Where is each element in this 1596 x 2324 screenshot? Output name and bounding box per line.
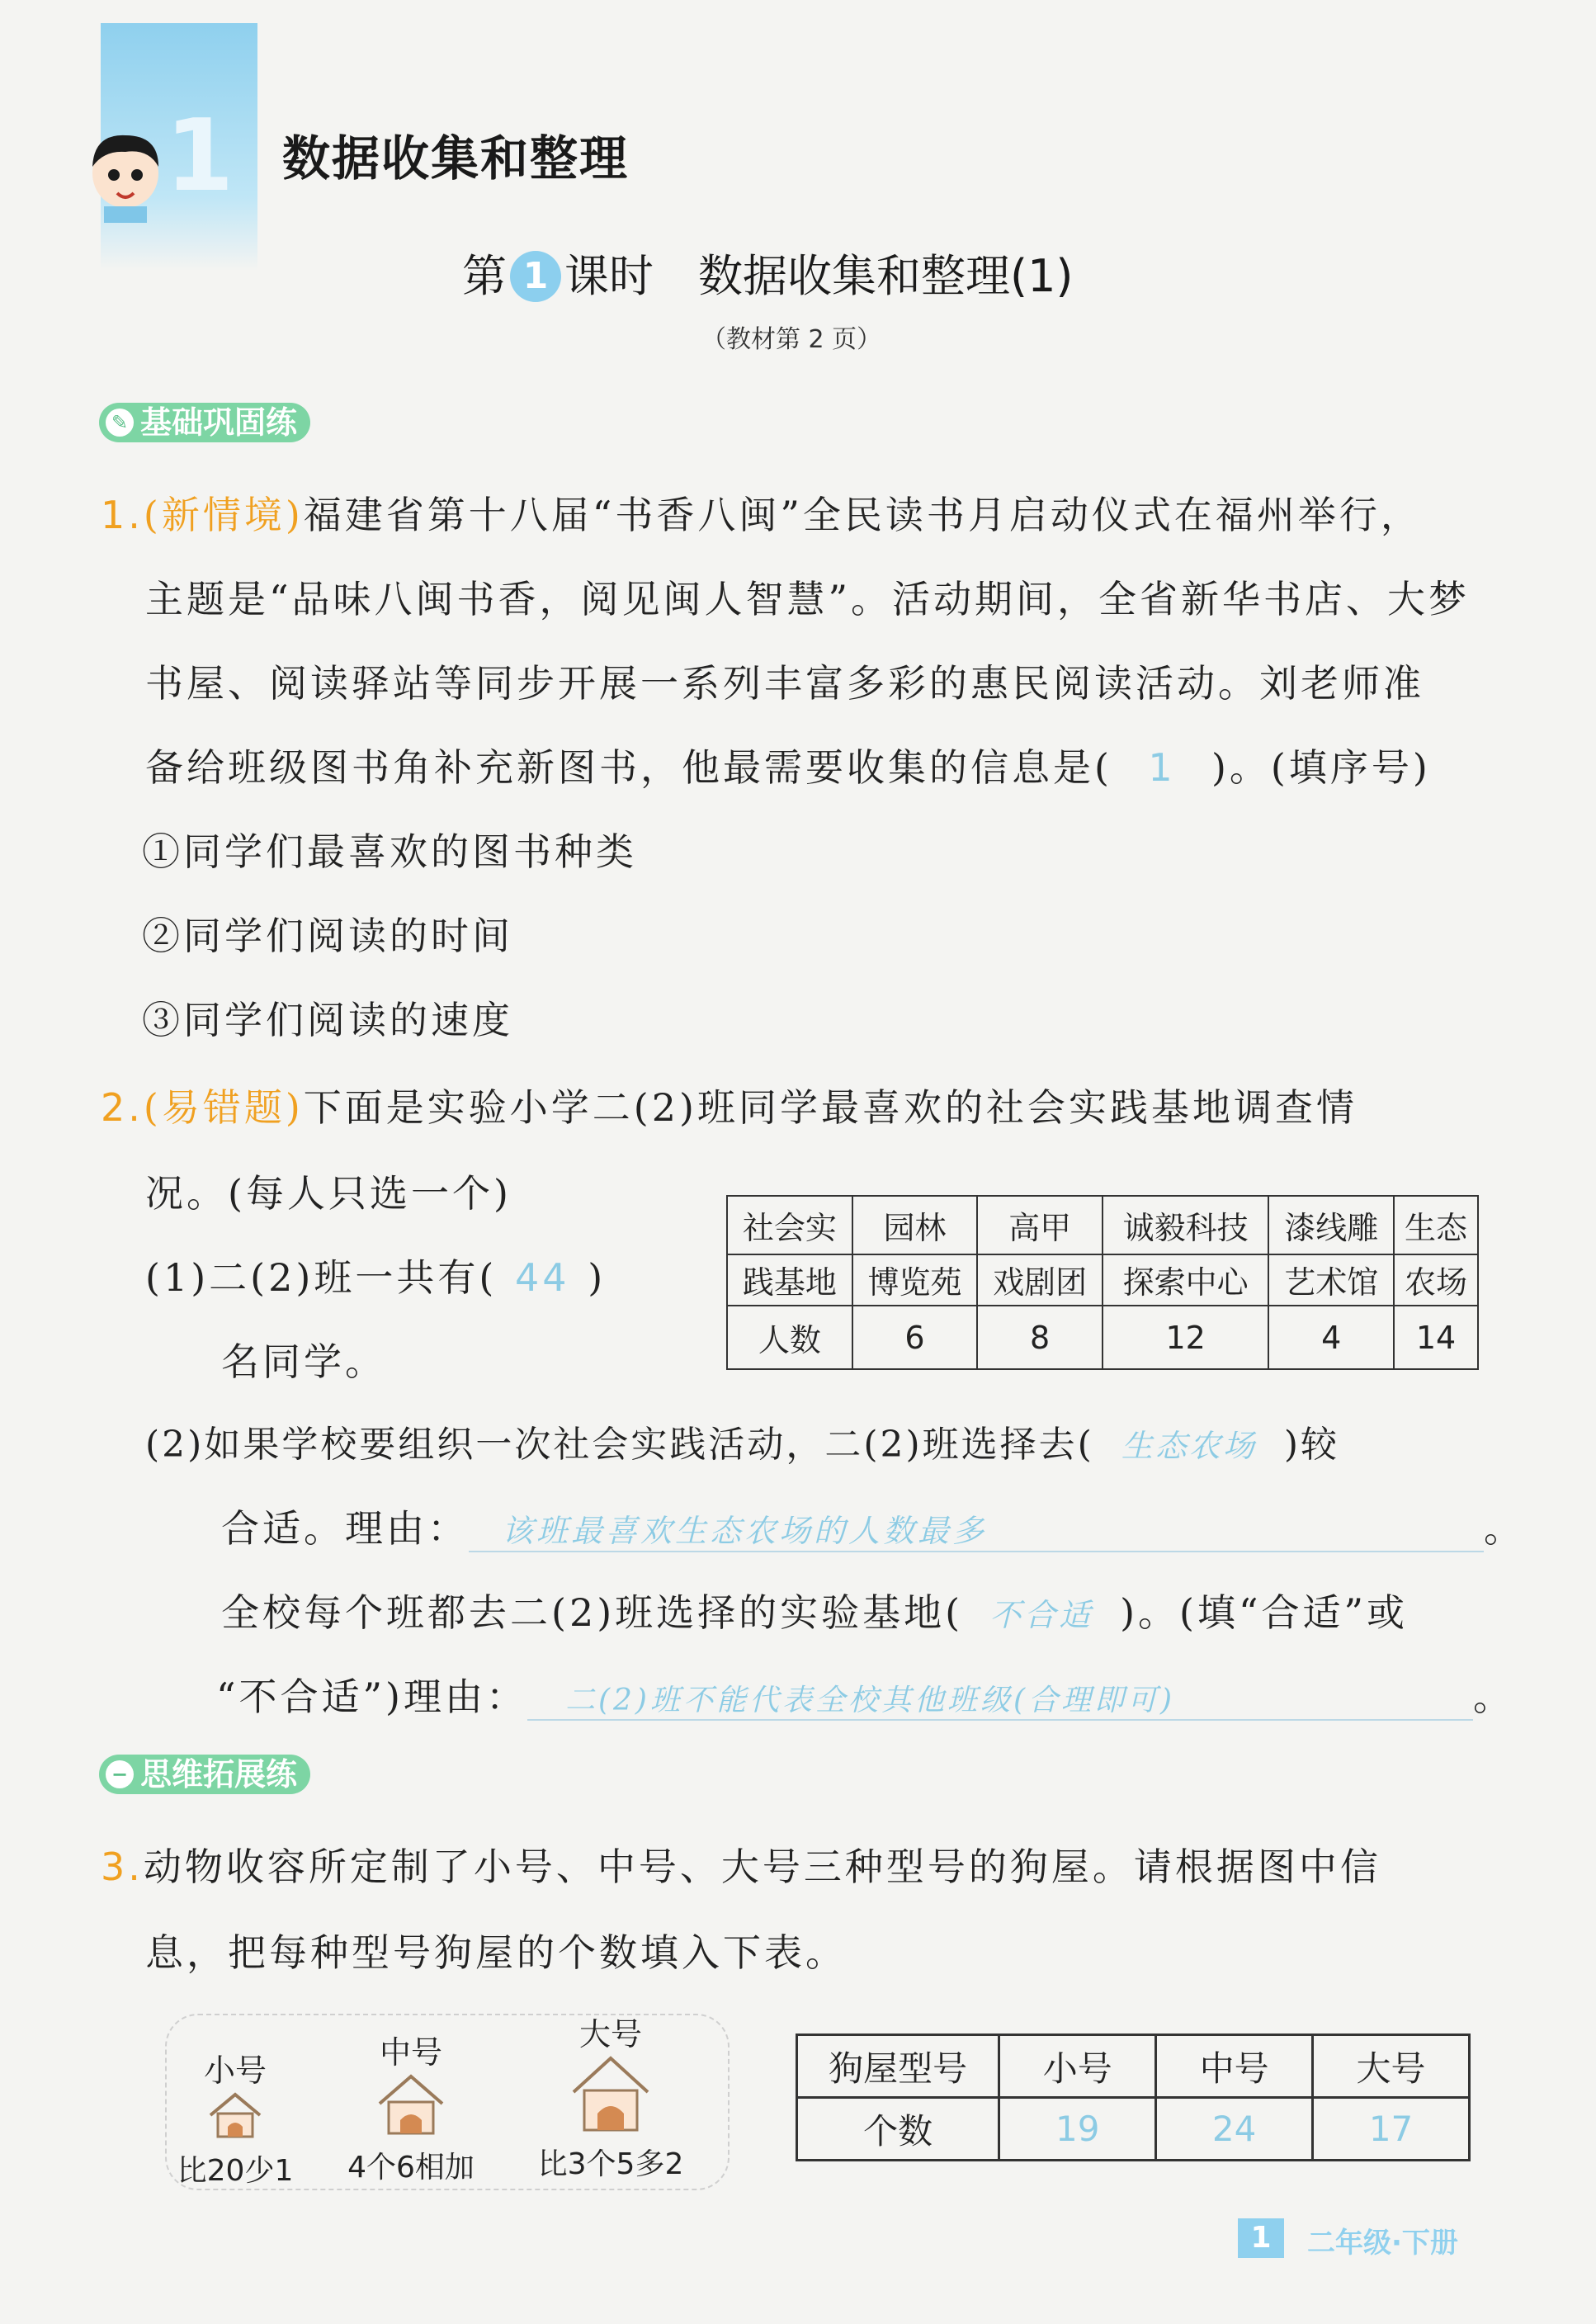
doghouse-small-icon (206, 2090, 264, 2140)
q3-answer-medium[interactable]: 24 (1156, 2098, 1313, 2161)
q1-text-4a: 备给班级图书角补充新图书，他最需要收集的信息是( (145, 745, 1112, 790)
doghouse-medium (328, 2027, 493, 2186)
q2-table-value-5: 14 (1394, 1306, 1478, 1369)
section-badge-basic (99, 403, 310, 442)
q3-table-header-type: 狗屋型号 (797, 2035, 999, 2098)
q2-table-value-4: 4 (1268, 1306, 1394, 1369)
lesson-prefix: 第 (462, 250, 507, 302)
q2-sub3-reason-answer[interactable]: 二(2)班不能代表全校其他班级(合理即可) (527, 1677, 1473, 1721)
minus-icon: − (106, 1760, 134, 1788)
q3-line2: 息，把每种型号狗屋的个数填入下表。 (145, 1930, 847, 1975)
q3-number: 3. (101, 1845, 144, 1889)
lesson-number-badge: 1 (510, 251, 561, 302)
q3-line1 (101, 1837, 1381, 1892)
q2-table-col-4-line2: 艺术馆 (1268, 1254, 1394, 1306)
q2-table-value-3: 12 (1103, 1306, 1269, 1369)
doghouse-large-label: 大号 (578, 2016, 642, 2052)
section-label-basic: 基础巩固练 (140, 404, 298, 441)
q1-tag: (新情境) (143, 493, 304, 537)
q1-number: 1. (101, 493, 144, 537)
doghouse-small-label: 小号 (203, 2052, 267, 2089)
boy-avatar (83, 124, 165, 223)
lesson-suffix: 课时 数据收集和整理(1) (564, 250, 1074, 302)
doghouse-large (520, 2009, 701, 2183)
q2-table-col-3-line2: 探索中心 (1103, 1254, 1269, 1306)
q2-table-col-5-line2: 农场 (1394, 1254, 1478, 1306)
q1-line1 (101, 485, 1422, 540)
q2-reason-period: 。 (1484, 1506, 1525, 1551)
textbook-ref: （教材第 2 页） (701, 325, 882, 354)
q1-option-3: ③同学们阅读的速度 (142, 998, 513, 1042)
chapter-title: 数据收集和整理 (282, 130, 630, 187)
q3-text-1: 动物收容所定制了小号、中号、大号三种型号的狗屋。请根据图中信 (143, 1845, 1381, 1889)
q3-table-header-large: 大号 (1313, 2035, 1470, 2098)
q2-sub1-answer[interactable]: 44 (514, 1255, 570, 1300)
q2-table-col-2-line2: 戏剧团 (977, 1254, 1103, 1306)
q3-table-header-medium: 中号 (1156, 2035, 1313, 2098)
q2-sub3-reason-label: “不合适”)理由： (216, 1675, 527, 1719)
q1-line2: 主题是“品味八闽书香，阅见闽人智慧”。活动期间，全省新华书店、大梦 (145, 577, 1471, 621)
q2-sub1-close: ) (588, 1255, 607, 1300)
q2-reason-label: 合适。理由： (221, 1506, 469, 1551)
q2-reason-answer[interactable]: 该班最喜欢生态农场的人数最多 (469, 1505, 1484, 1552)
q2-number: 2. (101, 1085, 144, 1130)
q2-sub3-close: )。(填“合适”或 (1120, 1590, 1409, 1635)
pencil-icon: ✎ (106, 409, 134, 437)
q2-table-col-3-line1: 诚毅科技 (1103, 1196, 1269, 1254)
book-label: 二年级·下册 (1307, 2227, 1458, 2260)
lesson-title (462, 241, 1074, 305)
q1-option-2: ②同学们阅读的时间 (142, 914, 513, 958)
q2-survey-table (726, 1195, 1479, 1370)
q2-sub1-text: (1)二(2)班一共有( (145, 1255, 498, 1300)
q2-tag: (易错题) (143, 1085, 304, 1130)
q1-line3: 书屋、阅读驿站等同步开展一系列丰富多彩的惠民阅读活动。刘老师准 (145, 661, 1424, 706)
q2-table-col-2-line1: 高甲 (977, 1196, 1103, 1254)
q1-text-4b: )。(填序号) (1211, 745, 1431, 790)
chapter-number: 1 (165, 99, 234, 214)
q2-sub2 (145, 1415, 1339, 1467)
doghouse-large-hint: 比3个5多2 (537, 2147, 684, 2181)
q3-answer-small[interactable]: 19 (999, 2098, 1156, 2161)
q1-line4 (145, 738, 1431, 792)
q2-sub3-reason-line (216, 1667, 1514, 1722)
q2-sub2-close: )较 (1283, 1424, 1339, 1466)
q2-sub1 (145, 1248, 606, 1302)
q2-reason-line (221, 1499, 1525, 1553)
q2-sub3-period: 。 (1472, 1675, 1514, 1719)
doghouse-small (169, 2045, 301, 2189)
doghouse-large-icon (569, 2054, 652, 2133)
page-number: 1 (1238, 2218, 1284, 2258)
doghouse-medium-hint: 4个6相加 (347, 2151, 475, 2185)
q2-table-header-label-2: 践基地 (727, 1254, 852, 1306)
q2-table-col-1-line2: 博览苑 (852, 1254, 978, 1306)
section-badge-thinking (99, 1755, 310, 1794)
q2-text-1: 下面是实验小学二(2)班同学最喜欢的社会实践基地调查情 (303, 1085, 1358, 1130)
section-label-thinking: 思维拓展练 (140, 1756, 298, 1793)
doghouse-medium-icon (375, 2072, 446, 2137)
q2-sub2-text: (2)如果学校要组织一次社会实践活动，二(2)班选择去( (145, 1424, 1094, 1466)
q1-option-1: ①同学们最喜欢的图书种类 (142, 829, 637, 874)
q2-sub3-answer[interactable]: 不合适 (989, 1597, 1094, 1633)
q2-line1 (101, 1078, 1358, 1132)
q1-answer[interactable]: 1 (1148, 745, 1176, 790)
q2-table-col-1-line1: 园林 (852, 1196, 978, 1254)
q2-table-value-2: 8 (977, 1306, 1103, 1369)
q2-table-header-label-1: 社会实 (727, 1196, 852, 1254)
q3-table-header-small: 小号 (999, 2035, 1156, 2098)
q2-sub3-text: 全校每个班都去二(2)班选择的实验基地( (221, 1590, 964, 1635)
q2-table-col-5-line1: 生态 (1394, 1196, 1478, 1254)
doghouse-small-hint: 比20少1 (177, 2154, 294, 2188)
q2-line2: 况。(每人只选一个) (145, 1171, 512, 1216)
q1-text-1: 福建省第十八届“书香八闽”全民读书月启动仪式在福州举行， (303, 493, 1422, 537)
q2-table-col-4-line1: 漆线雕 (1268, 1196, 1394, 1254)
q3-answer-large[interactable]: 17 (1313, 2098, 1470, 2161)
q2-sub2-answer[interactable]: 生态农场 (1121, 1428, 1257, 1464)
q3-answer-table (796, 2034, 1471, 2161)
q2-table-value-1: 6 (852, 1306, 978, 1369)
doghouse-medium-label: 中号 (379, 2034, 442, 2071)
q2-sub1-cont: 名同学。 (221, 1339, 386, 1384)
q3-table-row-label: 个数 (797, 2098, 999, 2161)
q2-sub3 (221, 1583, 1408, 1637)
q2-table-row-label: 人数 (727, 1306, 852, 1369)
